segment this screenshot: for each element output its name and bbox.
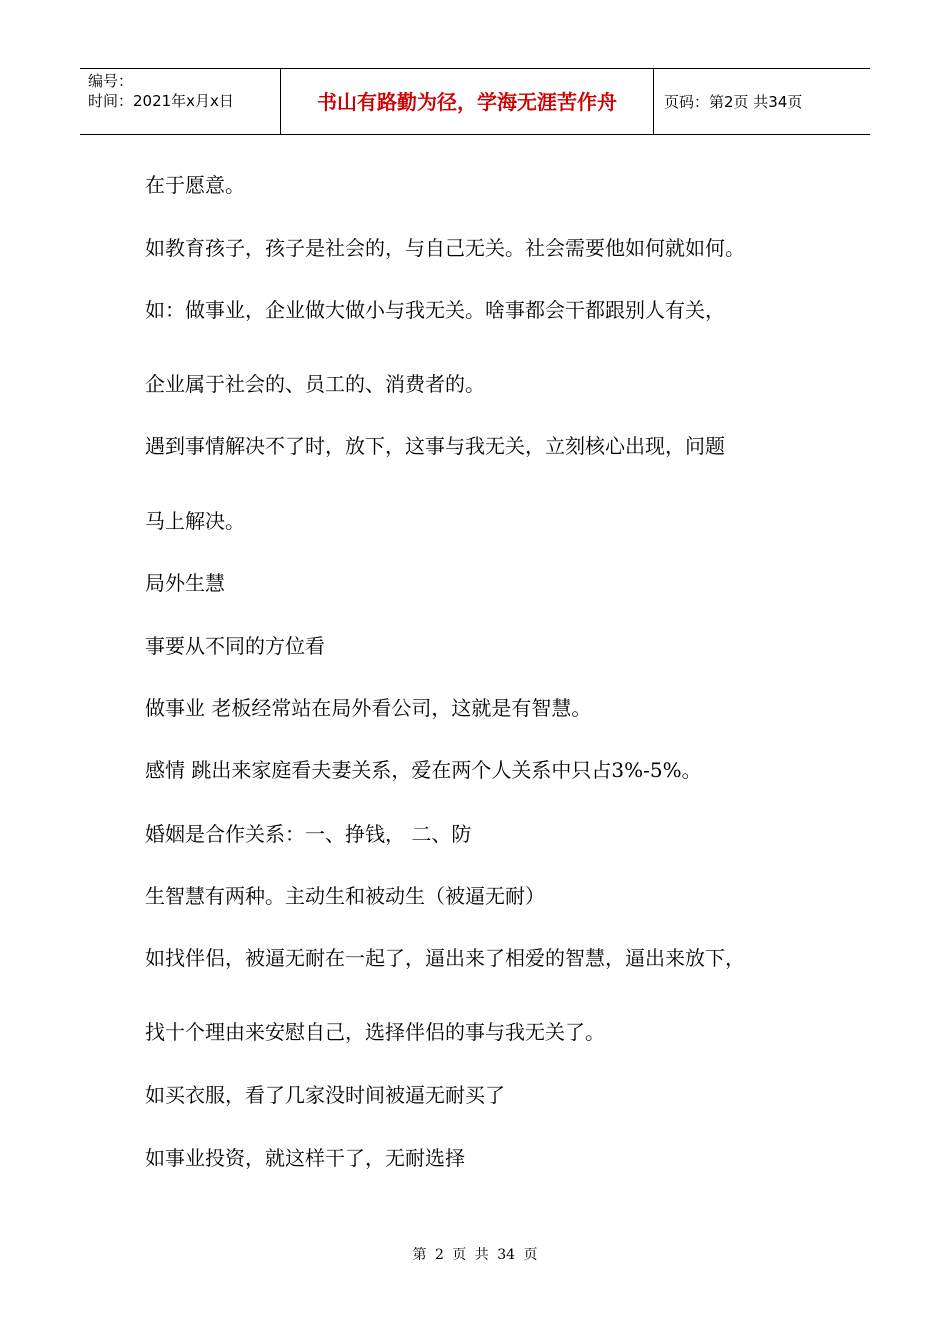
header-motto: 书山有路勤为径，学海无涯苦作舟 — [281, 69, 654, 134]
body-line: 如买衣服，看了几家没时间被逼无耐买了 — [145, 1083, 505, 1107]
body-line: 如：做事业，企业做大做小与我无关。啥事都会干都跟别人有关， — [145, 298, 725, 322]
body-line: 局外生慧 — [145, 571, 225, 595]
body-line: 企业属于社会的、员工的、消费者的。 — [145, 372, 485, 396]
body-line: 做事业 老板经常站在局外看公司，这就是有智慧。 — [145, 696, 592, 720]
body-line: 婚姻是合作关系：一、挣钱， 二、防 — [145, 822, 472, 846]
body-line: 感情 跳出来家庭看夫妻关系，爱在两个人关系中只占3%-5%。 — [145, 758, 702, 782]
header-meta — [80, 69, 281, 134]
body-line: 找十个理由来安慰自己，选择伴侣的事与我无关了。 — [145, 1020, 605, 1044]
header-page-info: 页码：第2页 共34页 — [664, 93, 803, 111]
body-line: 如找伴侣，被逼无耐在一起了，逼出来了相爱的智慧，逼出来放下， — [145, 946, 745, 970]
page-header — [80, 68, 870, 135]
number-label: 编号： — [88, 72, 134, 90]
body-line: 生智慧有两种。主动生和被动生（被逼无耐） — [145, 884, 545, 908]
time-label: 时间：2021年x月x日 — [88, 92, 234, 110]
page-footer: 第 2 页 共 34 页 — [412, 1247, 538, 1263]
body-line: 如事业投资，就这样干了，无耐选择 — [145, 1146, 465, 1170]
body-line: 遇到事情解决不了时，放下，这事与我无关，立刻核心出现，问题 — [145, 434, 725, 458]
body-line: 在于愿意。 — [145, 173, 245, 197]
body-line: 马上解决。 — [145, 509, 245, 533]
body-line: 事要从不同的方位看 — [145, 634, 325, 658]
body-line: 如教育孩子，孩子是社会的，与自己无关。社会需要他如何就如何。 — [145, 236, 745, 260]
